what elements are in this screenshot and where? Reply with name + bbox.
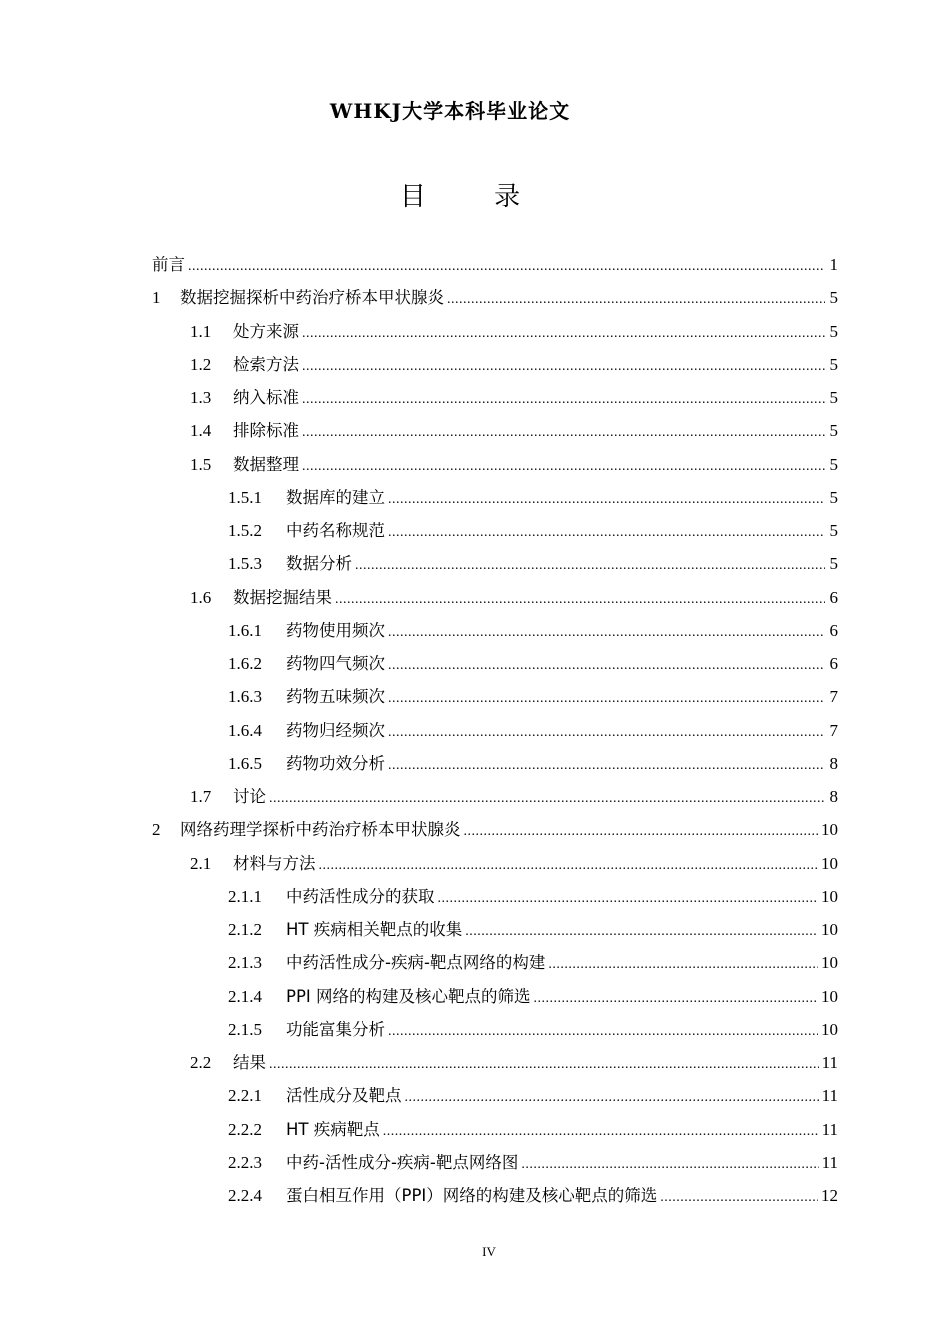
- toc-entry-number: 1.6.4: [228, 720, 262, 740]
- toc-entry-number: 1.4: [190, 421, 212, 441]
- toc-entry-title: 药物归经频次: [286, 720, 385, 740]
- toc-dot-leader: [465, 915, 818, 948]
- toc-entry-page: 10: [821, 820, 838, 840]
- toc-entry[interactable]: [152, 514, 838, 547]
- toc-dot-leader: [383, 1115, 819, 1148]
- toc-dot-leader: [438, 882, 819, 915]
- toc-entry[interactable]: [152, 348, 838, 381]
- toc-entry[interactable]: [152, 381, 838, 414]
- toc-entry[interactable]: [152, 614, 838, 647]
- toc-dot-leader: [534, 982, 818, 1015]
- toc-entry[interactable]: [152, 448, 838, 481]
- toc-entry-page: 8: [829, 753, 838, 773]
- toc-entry-number: 1.6.1: [228, 620, 262, 640]
- toc-entry-page: 5: [829, 521, 838, 540]
- toc-entry[interactable]: [152, 913, 838, 946]
- toc-entry-title: 排除标准: [233, 421, 299, 441]
- toc-entry-title: 数据挖掘探析中药治疗桥本甲状腺炎: [180, 288, 444, 308]
- toc-entry-page: 6: [829, 654, 838, 673]
- toc-dot-leader: [355, 549, 825, 582]
- toc-entry[interactable]: [152, 1079, 838, 1112]
- toc-dot-leader: [335, 583, 825, 616]
- toc-entry-number: 2.1.1: [228, 886, 262, 906]
- toc-entry-title: 讨论: [233, 787, 266, 806]
- toc-entry-title: 功能富集分析: [286, 1019, 385, 1039]
- toc-entry-title: 药物四气频次: [286, 654, 385, 673]
- toc-entry[interactable]: [152, 1146, 838, 1179]
- toc-entry-page: 7: [829, 687, 838, 707]
- toc-entry-page: 5: [829, 354, 838, 374]
- toc-dot-leader: [388, 682, 825, 715]
- toc-entry[interactable]: [152, 780, 838, 813]
- toc-entry-page: 8: [829, 787, 838, 806]
- toc-entry-number: 2.2.2: [228, 1119, 262, 1139]
- toc-entry[interactable]: [152, 980, 838, 1013]
- toc-entry[interactable]: [152, 880, 838, 913]
- toc-entry-title: 活性成分及靶点: [286, 1086, 402, 1106]
- toc-dot-leader: [464, 815, 819, 848]
- toc-dot-leader: [388, 649, 825, 682]
- toc-entry[interactable]: [152, 946, 838, 979]
- toc-entry-number: 2.1.4: [228, 986, 262, 1006]
- toc-entry-page: 5: [829, 454, 838, 474]
- toc-entry-page: 5: [829, 554, 838, 574]
- toc-entry-title: 材料与方法: [233, 853, 316, 873]
- toc-dot-leader: [269, 1048, 819, 1081]
- toc-entry-title: HT 疾病相关靶点的收集: [286, 920, 463, 939]
- toc-entry-number: 1.5: [190, 454, 212, 474]
- toc-entry[interactable]: [152, 714, 838, 747]
- toc-dot-leader: [388, 483, 825, 516]
- toc-dot-leader: [388, 616, 825, 649]
- toc-entry-page: 1: [829, 255, 838, 274]
- toc-entry-page: 11: [821, 1152, 838, 1172]
- toc-dot-leader: [302, 350, 825, 383]
- toc-entry-page: 5: [829, 421, 838, 441]
- toc-entry-title: 数据库的建立: [286, 487, 385, 507]
- toc-entry[interactable]: [152, 1179, 838, 1212]
- toc-entry-page: 12: [821, 1186, 838, 1205]
- toc-entry-title: 中药活性成分的获取: [286, 886, 435, 906]
- toc-entry-title: 药物使用频次: [286, 620, 385, 640]
- toc-list: [152, 248, 838, 1212]
- toc-entry[interactable]: [152, 747, 838, 780]
- toc-entry-number: 2.1.3: [228, 953, 262, 973]
- toc-entry-title: 纳入标准: [233, 388, 299, 407]
- toc-entry-page: 5: [829, 321, 838, 341]
- toc-dot-leader: [660, 1181, 818, 1214]
- toc-entry-number: 1.6.5: [228, 753, 262, 773]
- toc-entry-page: 10: [821, 920, 838, 939]
- toc-entry[interactable]: [152, 647, 838, 680]
- toc-entry-page: 6: [829, 620, 838, 640]
- toc-entry-page: 5: [829, 388, 838, 407]
- toc-entry-page: 10: [821, 853, 838, 873]
- toc-dot-leader: [405, 1081, 819, 1114]
- toc-entry-title: 结果: [233, 1053, 266, 1072]
- toc-entry[interactable]: [152, 1113, 838, 1146]
- toc-dot-leader: [388, 749, 825, 782]
- toc-entry-number: 2.2: [190, 1053, 212, 1072]
- toc-entry-number: 2.1.5: [228, 1019, 262, 1039]
- toc-entry-title: HT 疾病靶点: [286, 1119, 380, 1139]
- toc-dot-leader: [269, 782, 825, 815]
- toc-entry[interactable]: [152, 581, 838, 614]
- toc-entry[interactable]: [152, 414, 838, 447]
- toc-entry-title: 蛋白相互作用（PPI）网络的构建及核心靶点的筛选: [286, 1186, 658, 1205]
- toc-dot-leader: [302, 383, 825, 416]
- toc-entry-number: 2.2.1: [228, 1086, 262, 1106]
- toc-dot-leader: [319, 849, 819, 882]
- toc-entry[interactable]: [152, 847, 838, 880]
- toc-entry-number: 2.2.4: [228, 1186, 262, 1205]
- toc-entry[interactable]: [152, 680, 838, 713]
- toc-entry-number: 1.6: [190, 587, 212, 607]
- toc-dot-leader: [302, 317, 825, 350]
- toc-entry-number: 2.2.3: [228, 1152, 262, 1172]
- toc-entry-page: 5: [829, 288, 838, 308]
- toc-dot-leader: [302, 450, 825, 483]
- toc-entry-title: 中药活性成分-疾病-靶点网络的构建: [286, 953, 546, 973]
- toc-entry-title: 数据整理: [233, 454, 299, 474]
- toc-entry-title: 数据挖掘结果: [233, 587, 332, 607]
- toc-entry-title: 药物功效分析: [286, 753, 385, 773]
- university-header: WHKJ大学本科毕业论文: [329, 99, 571, 123]
- toc-entry-title: 中药名称规范: [286, 521, 385, 540]
- toc-entry-number: 2.1.2: [228, 920, 262, 939]
- toc-entry-number: 1.1: [190, 321, 212, 341]
- toc-entry-page: 10: [821, 1019, 838, 1039]
- toc-entry-page: 10: [821, 886, 838, 906]
- toc-entry-title: 药物五味频次: [286, 687, 385, 707]
- toc-entry-title: 中药-活性成分-疾病-靶点网络图: [286, 1152, 519, 1172]
- toc-entry-page: 10: [821, 986, 838, 1006]
- toc-entry-number: 2.1: [190, 853, 212, 873]
- toc-dot-leader: [302, 416, 825, 449]
- page-number: IV: [482, 1244, 496, 1259]
- toc-entry-title: 前言: [152, 255, 185, 274]
- toc-entry[interactable]: [152, 481, 838, 514]
- toc-entry[interactable]: [152, 813, 838, 846]
- toc-dot-leader: [447, 283, 825, 316]
- toc-entry-page: 10: [821, 953, 838, 973]
- toc-dot-leader: [521, 1148, 818, 1181]
- toc-entry-number: 1.5.1: [228, 487, 262, 507]
- toc-entry-page: 11: [821, 1119, 838, 1139]
- toc-dot-leader: [548, 948, 818, 981]
- toc-entry-page: 11: [821, 1053, 838, 1072]
- toc-title: 目 录: [399, 182, 551, 212]
- toc-entry-title: 网络药理学探析中药治疗桥本甲状腺炎: [180, 820, 461, 840]
- toc-entry-title: PPI 网络的构建及核心靶点的筛选: [286, 986, 531, 1006]
- toc-entry-page: 6: [829, 587, 838, 607]
- toc-entry-title: 检索方法: [233, 354, 299, 374]
- toc-entry[interactable]: [152, 1046, 838, 1079]
- toc-entry-number: 1.2: [190, 354, 212, 374]
- toc-dot-leader: [388, 516, 825, 549]
- toc-entry[interactable]: [152, 315, 838, 348]
- toc-entry[interactable]: [152, 547, 838, 580]
- toc-dot-leader: [188, 250, 825, 283]
- toc-entry-page: 5: [829, 487, 838, 507]
- toc-entry-number: 1.7: [190, 787, 212, 806]
- toc-entry-page: 7: [829, 720, 838, 740]
- toc-entry-number: 1.6.2: [228, 654, 262, 673]
- toc-entry[interactable]: [152, 248, 838, 281]
- toc-entry-title: 数据分析: [286, 554, 352, 574]
- toc-entry-number: 1.3: [190, 388, 212, 407]
- toc-entry[interactable]: [152, 1013, 838, 1046]
- toc-entry-number: 1.5.2: [228, 521, 262, 540]
- toc-entry-number: 1.5.3: [228, 554, 262, 574]
- toc-entry-page: 11: [821, 1086, 838, 1106]
- toc-entry[interactable]: [152, 281, 838, 314]
- toc-entry-number: 2: [152, 820, 161, 840]
- toc-dot-leader: [388, 716, 825, 749]
- toc-entry-title: 处方来源: [233, 321, 299, 341]
- toc-dot-leader: [388, 1015, 818, 1048]
- toc-entry-number: 1: [152, 288, 161, 308]
- toc-entry-number: 1.6.3: [228, 687, 262, 707]
